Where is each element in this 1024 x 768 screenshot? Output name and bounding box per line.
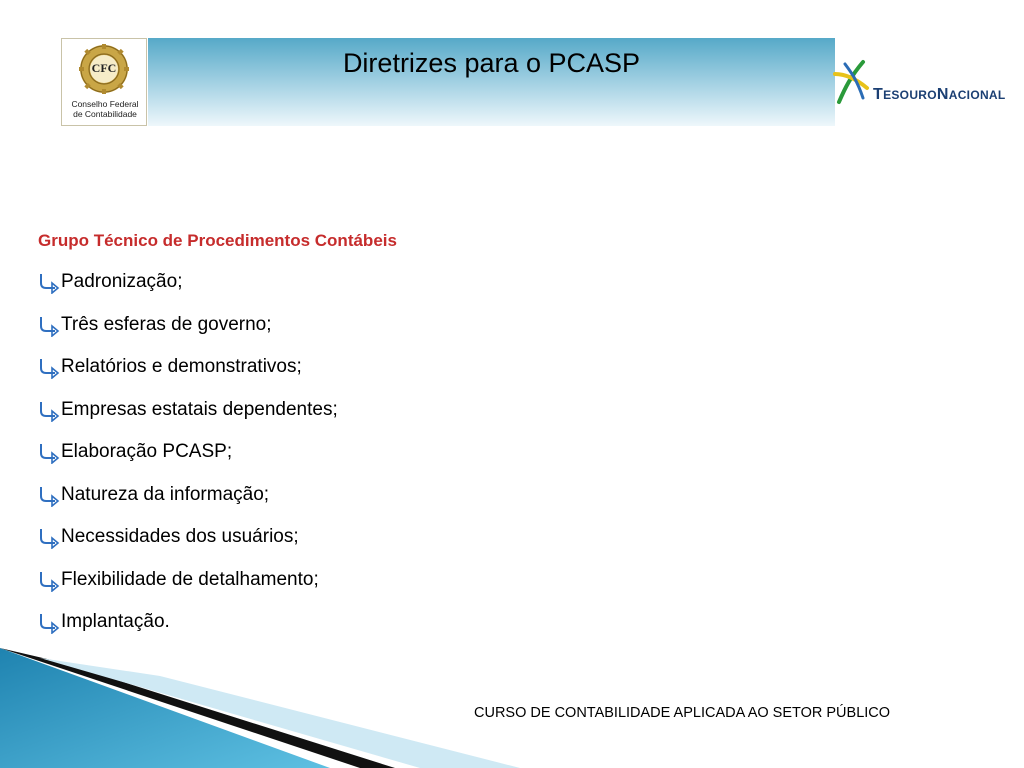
corner-decoration bbox=[0, 640, 520, 768]
cfc-seal-text: CFC bbox=[91, 61, 117, 75]
bullet-text: Flexibilidade de detalhamento; bbox=[61, 568, 319, 590]
hooked-arrow-icon bbox=[38, 400, 61, 422]
hooked-arrow-icon bbox=[38, 485, 61, 507]
list-item bbox=[38, 484, 338, 527]
bullet-text: Necessidades dos usuários; bbox=[61, 526, 299, 547]
tesouro-nacional-logo bbox=[833, 58, 1006, 108]
list-item bbox=[38, 569, 338, 612]
group-heading: Grupo Técnico de Procedimentos Contábeis bbox=[38, 231, 397, 250]
cfc-caption-line2: de Contabilidade bbox=[73, 109, 137, 119]
slide-title: Diretrizes para o PCASP bbox=[342, 48, 641, 78]
hooked-arrow-icon bbox=[38, 527, 61, 549]
list-item bbox=[38, 399, 338, 442]
list-item bbox=[38, 356, 338, 399]
bullet-text: Relatórios e demonstrativos; bbox=[61, 356, 302, 377]
list-item bbox=[38, 271, 338, 314]
bullet-list bbox=[38, 271, 338, 654]
bullet-text: Implantação. bbox=[61, 611, 170, 632]
hooked-arrow-icon bbox=[38, 570, 61, 592]
tesouro-nacional-text: TESOURONACIONAL bbox=[873, 86, 1006, 103]
cfc-logo bbox=[61, 38, 147, 126]
footer-text: CURSO DE CONTABILIDADE APLICADA AO SETOR PÚBLICO bbox=[474, 705, 891, 721]
list-item bbox=[38, 314, 338, 357]
hooked-arrow-icon bbox=[38, 612, 61, 634]
tesouro-nacional-emblem-icon bbox=[833, 58, 873, 106]
cfc-caption-line1: Conselho Federal bbox=[71, 99, 139, 109]
hooked-arrow-icon bbox=[38, 272, 61, 294]
bullet-text: Padronização; bbox=[61, 271, 183, 292]
bullet-text: Empresas estatais dependentes; bbox=[61, 398, 338, 420]
bullet-text: Elaboração PCASP; bbox=[61, 441, 233, 462]
cfc-caption bbox=[62, 99, 148, 119]
hooked-arrow-icon bbox=[38, 357, 61, 379]
list-item bbox=[38, 526, 338, 569]
hooked-arrow-icon bbox=[38, 442, 61, 464]
bullet-text: Três esferas de governo; bbox=[61, 313, 272, 335]
bullet-text: Natureza da informação; bbox=[61, 483, 270, 505]
hooked-arrow-icon bbox=[38, 315, 61, 337]
list-item bbox=[38, 441, 338, 484]
